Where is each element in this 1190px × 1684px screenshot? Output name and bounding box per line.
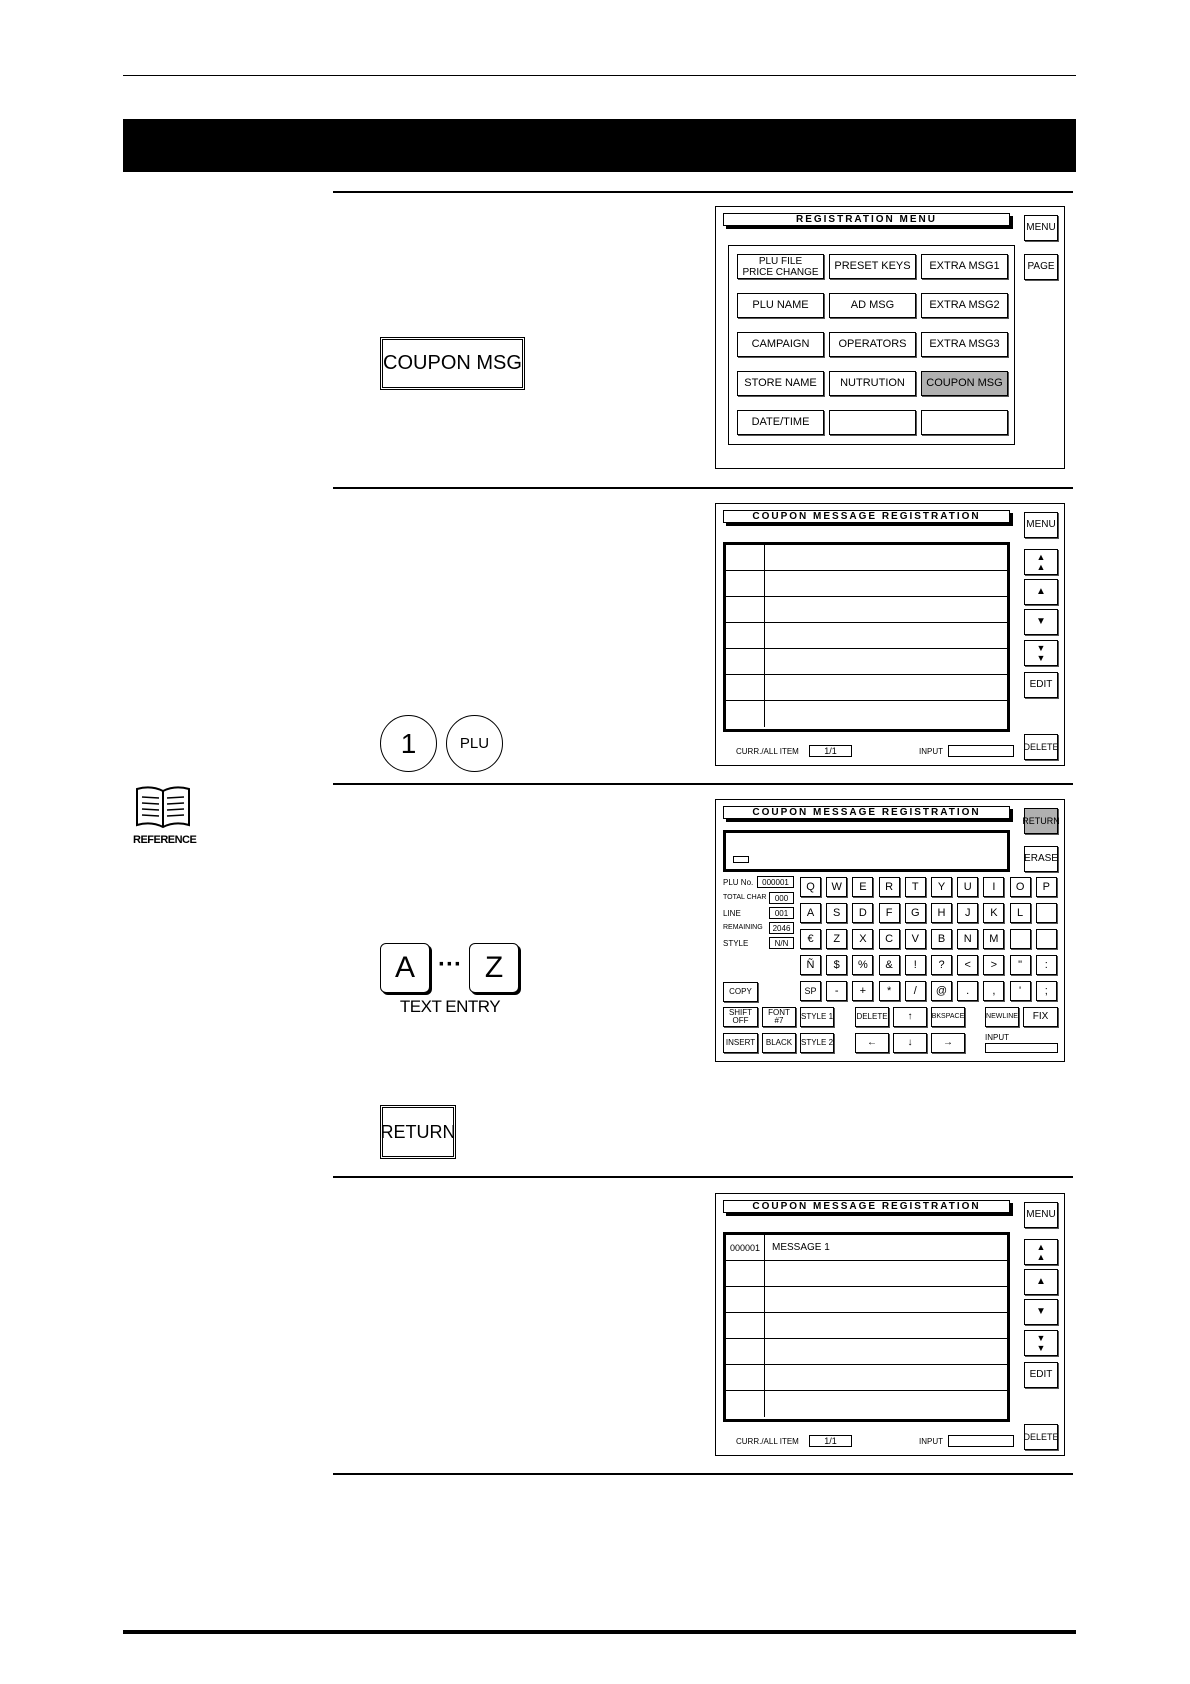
menu-button[interactable]: MENU: [1024, 512, 1058, 538]
list-row[interactable]: [726, 675, 1007, 701]
double-up-arrow-icon[interactable]: ▲ ▲: [1024, 549, 1058, 575]
message-list: [723, 1232, 1010, 1422]
font-button[interactable]: FONT #7: [762, 1007, 796, 1027]
keyboard-key[interactable]: €: [800, 929, 821, 949]
menu-button[interactable]: MENU: [1024, 215, 1058, 241]
keyboard-key[interactable]: D: [852, 903, 873, 923]
keyboard-key[interactable]: %: [852, 955, 873, 975]
keyboard-key[interactable]: ": [1010, 955, 1031, 975]
style-2-button[interactable]: STYLE 2: [800, 1033, 834, 1053]
input-field[interactable]: [985, 1043, 1058, 1053]
list-row[interactable]: [726, 1261, 1007, 1287]
return-key[interactable]: RETURN: [380, 1105, 456, 1159]
key-z[interactable]: Z: [469, 943, 519, 993]
coupon-msg-key[interactable]: COUPON MSG: [380, 337, 525, 390]
plu-no-label: PLU No.: [723, 878, 754, 887]
step-separator: [333, 1473, 1073, 1475]
cursor-up-button[interactable]: ↑: [893, 1007, 927, 1027]
operators-button[interactable]: OPERATORS: [829, 332, 916, 357]
cursor-left-button[interactable]: ←: [855, 1033, 889, 1053]
step-separator: [333, 191, 1073, 193]
curr-all-item-value: 1/1: [809, 745, 852, 757]
plu-key[interactable]: PLU: [446, 715, 503, 772]
keyboard-key[interactable]: +: [852, 981, 873, 1001]
plu-name-button[interactable]: PLU NAME: [737, 293, 824, 318]
extra-msg1-button[interactable]: EXTRA MSG1: [921, 254, 1008, 279]
list-row[interactable]: [726, 1287, 1007, 1313]
double-up-arrow-icon[interactable]: ▲ ▲: [1024, 1239, 1058, 1265]
ellipsis: ···: [438, 951, 462, 978]
row-message: MESSAGE 1: [772, 1242, 830, 1253]
keyboard-key[interactable]: L: [1010, 903, 1031, 923]
return-button[interactable]: RETURN: [1024, 808, 1058, 834]
keyboard-key[interactable]: :: [1036, 955, 1057, 975]
curr-all-item-label: CURR./ALL ITEM: [736, 747, 799, 756]
keyboard-key[interactable]: E: [852, 877, 873, 897]
total-char-label: TOTAL CHAR: [723, 894, 767, 901]
newline-button[interactable]: NEWLINE: [985, 1007, 1019, 1027]
keyboard-key[interactable]: SP: [800, 981, 821, 1001]
down-arrow-icon[interactable]: ▼: [1024, 609, 1058, 635]
delete-button[interactable]: DELETE: [1024, 734, 1058, 760]
step-separator: [333, 783, 1073, 785]
keyboard-key[interactable]: ': [1010, 981, 1031, 1001]
keyboard-key[interactable]: ,: [983, 981, 1004, 1001]
keyboard-key[interactable]: K: [983, 903, 1004, 923]
ad-msg-button[interactable]: AD MSG: [829, 293, 916, 318]
list-row[interactable]: [726, 1365, 1007, 1391]
keyboard-key[interactable]: <: [957, 955, 978, 975]
keyboard-key[interactable]: $: [826, 955, 847, 975]
screen-title: COUPON MESSAGE REGISTRATION: [723, 510, 1010, 523]
shift-off-button[interactable]: SHIFT OFF: [723, 1007, 758, 1027]
down-arrow-icon[interactable]: ▼: [1024, 1299, 1058, 1325]
coupon-list-result-screen: [715, 1193, 1065, 1456]
keyboard-key[interactable]: T: [905, 877, 926, 897]
step-separator: [333, 1176, 1073, 1178]
delete-button[interactable]: DELETE: [1024, 1424, 1058, 1450]
reference-marker: [133, 785, 197, 846]
double-down-arrow-icon[interactable]: ▼ ▼: [1024, 640, 1058, 666]
line-value: 001: [769, 907, 794, 919]
black-button[interactable]: BLACK: [762, 1033, 796, 1053]
key-a[interactable]: A: [380, 943, 430, 993]
blank-button[interactable]: [921, 410, 1008, 435]
erase-button[interactable]: ERASE: [1024, 846, 1058, 872]
input-field[interactable]: [948, 1435, 1014, 1447]
campaign-button[interactable]: CAMPAIGN: [737, 332, 824, 357]
keyboard-key[interactable]: U: [957, 877, 978, 897]
text-entry-screen: [715, 799, 1065, 1062]
keyboard-key[interactable]: S: [826, 903, 847, 923]
keyboard-key[interactable]: Y: [931, 877, 952, 897]
keyboard-key[interactable]: @: [931, 981, 952, 1001]
keyboard-key[interactable]: ;: [1036, 981, 1057, 1001]
keyboard-key[interactable]: V: [905, 929, 926, 949]
input-field[interactable]: [948, 745, 1014, 757]
keyboard-key[interactable]: N: [957, 929, 978, 949]
edit-button[interactable]: EDIT: [1024, 672, 1058, 698]
keyboard-key[interactable]: X: [852, 929, 873, 949]
extra-msg3-button[interactable]: EXTRA MSG3: [921, 332, 1008, 357]
blank-button[interactable]: [829, 410, 916, 435]
nutrution-button[interactable]: NUTRUTION: [829, 371, 916, 396]
menu-grid: [728, 245, 1015, 445]
keyboard-key[interactable]: F: [879, 903, 900, 923]
insert-button[interactable]: INSERT: [723, 1033, 758, 1053]
remaining-value: 2046: [769, 922, 794, 934]
numeric-key-1[interactable]: 1: [380, 715, 437, 772]
registration-menu-screen: [715, 206, 1065, 469]
keyboard-key[interactable]: C: [879, 929, 900, 949]
keyboard-key[interactable]: >: [983, 955, 1004, 975]
keyboard-key[interactable]: G: [905, 903, 926, 923]
keyboard-key[interactable]: R: [879, 877, 900, 897]
section-header-band: [123, 119, 1076, 172]
double-down-arrow-icon[interactable]: ▼ ▼: [1024, 1330, 1058, 1356]
style-value: N/N: [769, 937, 794, 949]
keyboard-key[interactable]: Z: [826, 929, 847, 949]
bottom-rule: [123, 1630, 1076, 1634]
keyboard-key[interactable]: &: [879, 955, 900, 975]
keyboard-key[interactable]: O: [1010, 877, 1031, 897]
list-row[interactable]: [726, 1313, 1007, 1339]
keyboard-key[interactable]: [1010, 929, 1031, 949]
list-row[interactable]: [726, 1391, 1007, 1417]
keyboard-key[interactable]: [1036, 903, 1057, 923]
delete-button[interactable]: DELETE: [855, 1007, 889, 1027]
fix-button[interactable]: FIX: [1023, 1007, 1058, 1027]
input-label: INPUT: [919, 1437, 943, 1446]
edit-button[interactable]: EDIT: [1024, 1362, 1058, 1388]
line-label: LINE: [723, 909, 741, 918]
list-row[interactable]: [726, 1235, 1007, 1261]
remaining-label: REMAINING: [723, 924, 763, 931]
store-name-button[interactable]: STORE NAME: [737, 371, 824, 396]
keyboard-key[interactable]: ?: [931, 955, 952, 975]
style-label: STYLE: [723, 939, 749, 948]
curr-all-item-label: CURR./ALL ITEM: [736, 1437, 799, 1446]
cursor-right-button[interactable]: →: [931, 1033, 965, 1053]
top-rule: [123, 75, 1076, 76]
menu-button[interactable]: MENU: [1024, 1202, 1058, 1228]
screen-title: COUPON MESSAGE REGISTRATION: [723, 1200, 1010, 1213]
list-row[interactable]: [726, 623, 1007, 649]
keyboard-key[interactable]: W: [826, 877, 847, 897]
date-time-button[interactable]: DATE/TIME: [737, 410, 824, 435]
style-1-button[interactable]: STYLE 1: [800, 1007, 834, 1027]
preset-keys-button[interactable]: PRESET KEYS: [829, 254, 916, 279]
cursor-down-button[interactable]: ↓: [893, 1033, 927, 1053]
keyboard-key[interactable]: !: [905, 955, 926, 975]
bkspace-button[interactable]: BKSPACE: [931, 1007, 965, 1027]
keyboard-key[interactable]: -: [826, 981, 847, 1001]
keyboard-key[interactable]: H: [931, 903, 952, 923]
input-label: INPUT: [985, 1033, 1009, 1042]
list-row[interactable]: [726, 701, 1007, 727]
total-char-value: 000: [769, 892, 794, 904]
coupon-list-screen: [715, 503, 1065, 766]
keyboard-key[interactable]: *: [879, 981, 900, 1001]
copy-button[interactable]: COPY: [723, 982, 758, 1002]
list-row[interactable]: [726, 597, 1007, 623]
plu-no-value: 000001: [757, 876, 794, 888]
input-label: INPUT: [919, 747, 943, 756]
keyboard-key[interactable]: Q: [800, 877, 821, 897]
reference-label: REFERENCE: [133, 834, 197, 846]
coupon-msg-button[interactable]: COUPON MSG: [921, 371, 1008, 396]
keyboard-key[interactable]: /: [905, 981, 926, 1001]
step-separator: [333, 487, 1073, 489]
extra-msg2-button[interactable]: EXTRA MSG2: [921, 293, 1008, 318]
up-arrow-icon[interactable]: ▲: [1024, 1269, 1058, 1295]
list-row[interactable]: [726, 571, 1007, 597]
up-arrow-icon[interactable]: ▲: [1024, 579, 1058, 605]
keyboard-key[interactable]: Ñ: [800, 955, 821, 975]
page-button[interactable]: PAGE: [1024, 254, 1058, 280]
keyboard-key[interactable]: B: [931, 929, 952, 949]
keyboard-key[interactable]: .: [957, 981, 978, 1001]
list-row[interactable]: [726, 649, 1007, 675]
row-number: 000001: [730, 1243, 761, 1253]
screen-title: COUPON MESSAGE REGISTRATION: [723, 806, 1010, 819]
list-row[interactable]: [726, 1339, 1007, 1365]
keyboard-key[interactable]: M: [983, 929, 1004, 949]
keyboard-key[interactable]: A: [800, 903, 821, 923]
keyboard-key[interactable]: J: [957, 903, 978, 923]
open-book-icon: [133, 785, 193, 829]
screen-title: REGISTRATION MENU: [723, 213, 1010, 226]
keyboard-key[interactable]: I: [983, 877, 1004, 897]
keyboard-key[interactable]: P: [1036, 877, 1057, 897]
curr-all-item-value: 1/1: [809, 1435, 852, 1447]
list-row[interactable]: [726, 545, 1007, 571]
message-list: [723, 542, 1010, 732]
plu-file-price-change-button[interactable]: PLU FILE PRICE CHANGE: [737, 254, 824, 279]
text-entry-caption: TEXT ENTRY: [399, 997, 501, 1016]
keyboard-key[interactable]: [1036, 929, 1057, 949]
